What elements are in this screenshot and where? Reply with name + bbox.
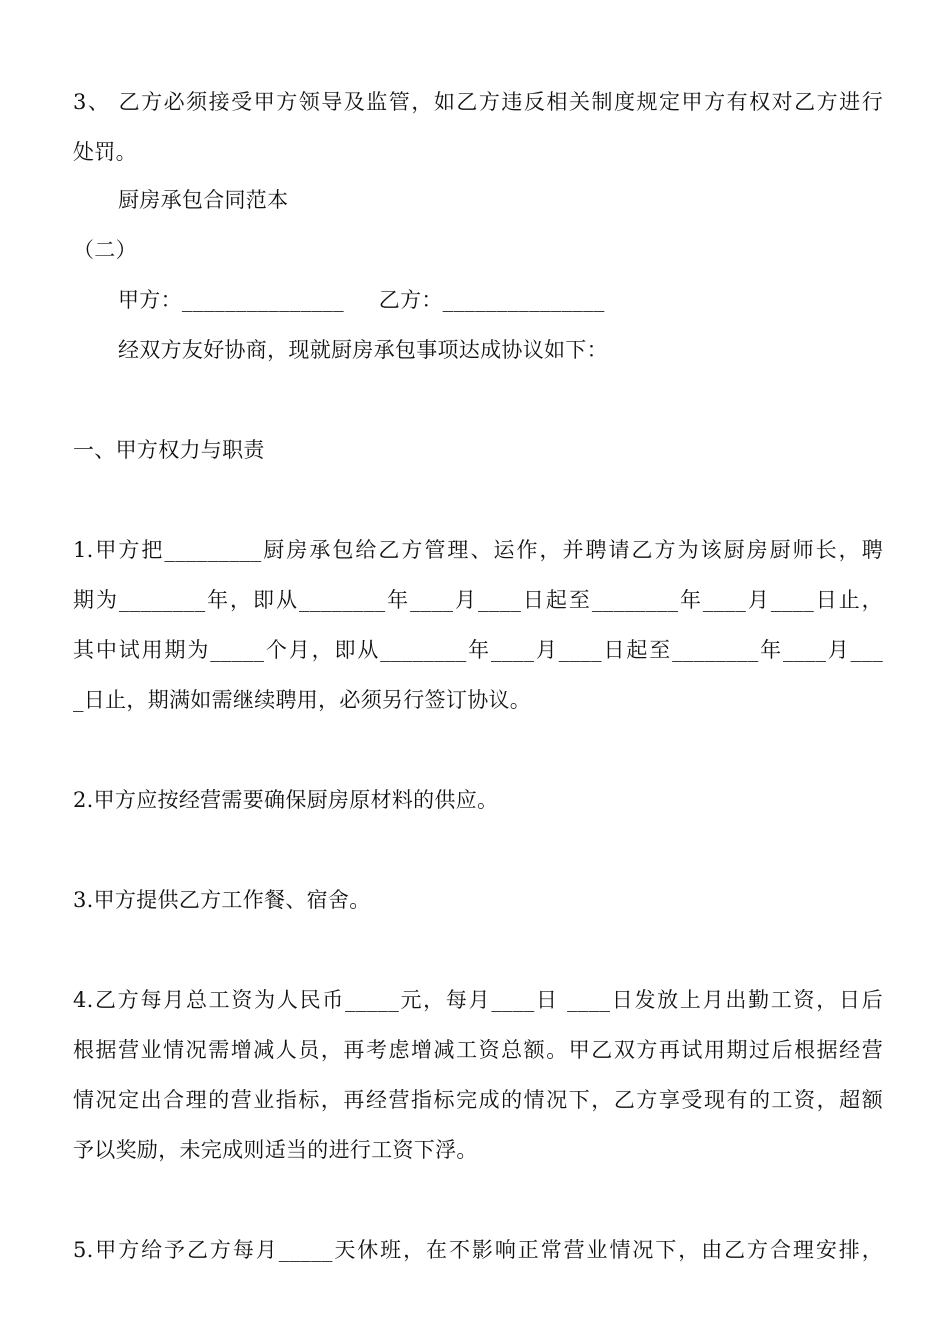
contract-subtitle: 厨房承包合同范本 <box>118 188 289 212</box>
item3-line1: 3、 乙方必须接受甲方领导及监管，如乙方违反相关制度规定甲方有权对乙方进行 <box>73 90 883 114</box>
clause1-line2: 期为________年，即从________年____月____日起至________年____月____日止， <box>73 588 883 612</box>
clause2-text: 2.甲方应按经营需要确保厨房原材料的供应。 <box>73 788 499 812</box>
clause5-line1: 5.甲方给予乙方每月_____天休班，在不影响正常营业情况下，由乙方合理安排， <box>73 1238 883 1262</box>
clause1-line1: 1.甲方把_________厨房承包给乙方管理、运作，并聘请乙方为该厨房厨师长，聘 <box>73 538 883 562</box>
section1-heading: 一、甲方权力与职责 <box>73 438 265 462</box>
clause4-line1: 4.乙方每月总工资为人民币_____元，每月____日 ____日发放上月出勤工资，日后 <box>73 988 883 1012</box>
parties-line: 甲方：_______________ 乙方：_______________ <box>118 288 605 312</box>
clause4-line3: 情况定出合理的营业指标，再经营指标完成的情况下，乙方享受现有的工资，超额 <box>73 1088 883 1112</box>
section-number: （二） <box>73 238 137 262</box>
clause4-line2: 根据营业情况需增减人员，再考虑增减工资总额。甲乙双方再试用期过后根据经营 <box>73 1038 883 1062</box>
clause1-line4: _日止，期满如需继续聘用，必须另行签订协议。 <box>73 688 532 712</box>
item3-line2: 处罚。 <box>73 140 137 164</box>
clause1-line3: 其中试用期为_____个月，即从________年____月____日起至________年____月___ <box>73 638 883 662</box>
agreement-intro: 经双方友好协商，现就厨房承包事项达成协议如下： <box>118 338 608 362</box>
clause3-text: 3.甲方提供乙方工作餐、宿舍。 <box>73 888 371 912</box>
clause4-line4: 予以奖励，未完成则适当的进行工资下浮。 <box>73 1138 478 1162</box>
